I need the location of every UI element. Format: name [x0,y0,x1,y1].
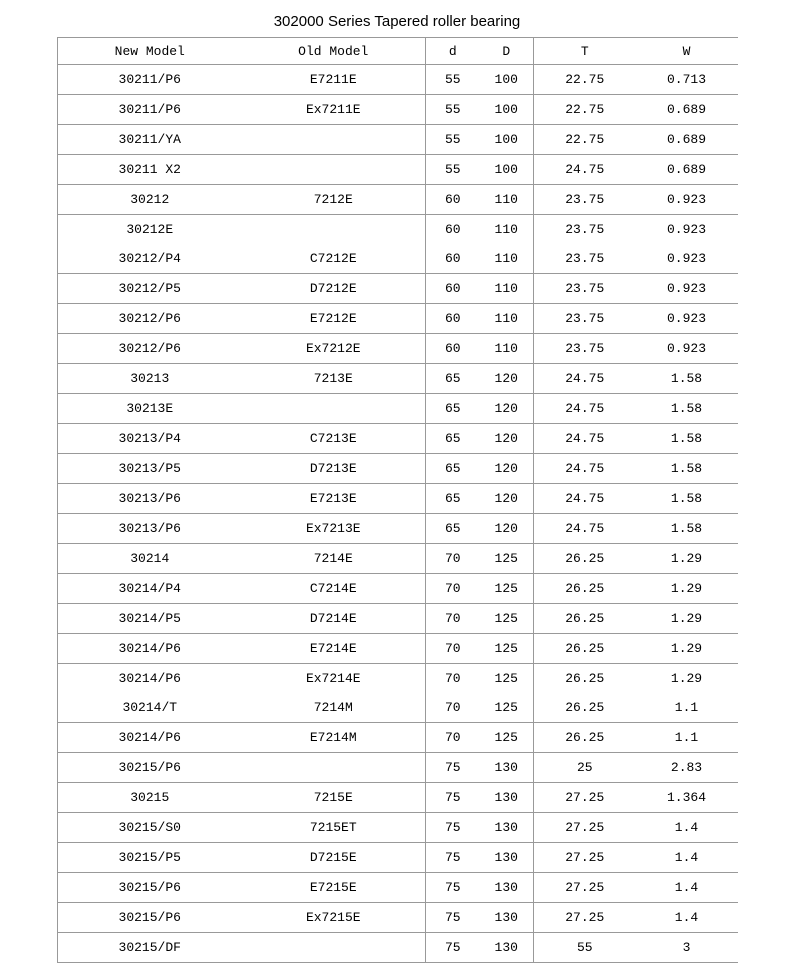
cell-D: 130 [480,933,534,963]
cell-d: 65 [426,484,480,514]
cell-d: 60 [426,334,480,364]
cell-old-model: D7215E [242,843,426,873]
cell-old-model: 7215E [242,783,426,813]
cell-W: 1.58 [636,454,738,484]
cell-T: 22.75 [534,125,636,155]
cell-old-model: C7214E [242,574,426,604]
cell-D: 130 [480,753,534,783]
cell-d: 65 [426,514,480,544]
table-row [58,334,738,364]
cell-D: 130 [480,783,534,813]
cell-W: 3 [636,933,738,963]
cell-d: 70 [426,693,480,723]
cell-d: 70 [426,634,480,664]
cell-T: 23.75 [534,334,636,364]
cell-new-model: 30211 X2 [58,155,242,185]
cell-d: 65 [426,454,480,484]
cell-T: 23.75 [534,215,636,245]
cell-old-model: Ex7213E [242,514,426,544]
cell-d: 60 [426,244,480,274]
cell-T: 22.75 [534,95,636,125]
cell-T: 23.75 [534,304,636,334]
cell-new-model: 30214/P4 [58,574,242,604]
cell-W: 1.4 [636,843,738,873]
cell-D: 125 [480,544,534,574]
cell-D: 110 [480,274,534,304]
cell-D: 120 [480,514,534,544]
cell-d: 65 [426,364,480,394]
cell-T: 26.25 [534,664,636,694]
table-row [58,424,738,454]
table-row [58,95,738,125]
cell-T: 26.25 [534,634,636,664]
cell-W: 0.923 [636,274,738,304]
cell-D: 120 [480,394,534,424]
cell-old-model: E7213E [242,484,426,514]
cell-T: 24.75 [534,155,636,185]
cell-D: 100 [480,125,534,155]
cell-d: 60 [426,274,480,304]
cell-W: 1.4 [636,813,738,843]
cell-D: 120 [480,454,534,484]
cell-W: 2.83 [636,753,738,783]
cell-D: 110 [480,304,534,334]
cell-D: 125 [480,723,534,753]
cell-T: 26.25 [534,723,636,753]
cell-T: 23.75 [534,185,636,215]
cell-W: 1.29 [636,574,738,604]
cell-d: 70 [426,544,480,574]
cell-W: 1.58 [636,424,738,454]
cell-new-model: 30214 [58,544,242,574]
cell-W: 0.923 [636,334,738,364]
cell-T: 26.25 [534,693,636,723]
cell-new-model: 30213/P6 [58,484,242,514]
cell-new-model: 30211/P6 [58,65,242,95]
cell-T: 23.75 [534,244,636,274]
cell-T: 23.75 [534,274,636,304]
column-header-new-model: New Model [58,38,242,65]
cell-T: 26.25 [534,604,636,634]
cell-W: 1.29 [670,671,703,686]
cell-old-model: E7212E [242,304,426,334]
table-row [58,394,738,424]
cell-W: 1.1 [636,723,738,753]
cell-D: 100 [480,65,534,95]
cell-new-model: 30212/P6 [58,334,242,364]
cell-D: 100 [480,95,534,125]
cell-new-model: 30215/P6 [58,753,242,783]
cell-new-model: 30213/P4 [58,424,242,454]
cell-W: 1.58 [636,514,738,544]
cell-old-model: E7214M [242,723,426,753]
cell-W: 0.923 [666,222,706,237]
cell-W: 1.1 [636,693,738,723]
cell-W: 1.4 [636,903,738,933]
cell-d: 75 [426,843,480,873]
cell-d: 70 [426,664,480,694]
cell-new-model: 30215/P5 [58,843,242,873]
column-header-old-model: Old Model [242,38,426,65]
cell-new-model: 30211/P6 [58,95,242,125]
cell-D: 120 [480,424,534,454]
cell-D: 110 [494,222,518,237]
cell-D: 125 [480,693,534,723]
cell-old-model: D7214E [242,604,426,634]
cell-T: 24.75 [534,424,636,454]
cell-d: 65 [426,394,480,424]
cell-W: 0.923 [636,304,738,334]
cell-d: 60 [426,304,480,334]
bearing-table [57,37,738,963]
cell-old-model: D7213E [242,454,426,484]
cell-new-model: 30213 [58,364,242,394]
cell-D: 100 [480,155,534,185]
cell-d: 60 [426,185,480,215]
cell-old-model: E7211E [242,65,426,95]
cell-new-model: 30214/P6 [58,723,242,753]
cell-W: 1.29 [636,544,738,574]
cell-new-model: 30213/P5 [58,454,242,484]
cell-new-model: 30214/T [58,693,242,723]
cell-T: 55 [534,933,636,963]
table-row [58,514,738,544]
cell-W: 1.58 [636,484,738,514]
cell-W: 0.689 [636,155,738,185]
cell-d: 60 [426,215,480,245]
table-row [58,723,738,753]
cell-D: 130 [480,903,534,933]
cell-T: 27.25 [534,873,636,903]
cell-D: 125 [494,671,518,686]
cell-old-model: 7215ET [242,813,426,843]
cell-T: 25 [534,753,636,783]
cell-new-model: 30212/P6 [58,304,242,334]
cell-d: 70 [426,574,480,604]
cell-D: 130 [480,873,534,903]
table-row [58,155,738,185]
table-row [58,933,738,963]
table-row [58,364,738,394]
cell-d: 55 [426,95,480,125]
cell-D: 110 [480,334,534,364]
table-row [58,634,738,664]
cell-d: 75 [426,933,480,963]
table-row [58,664,738,694]
cell-d: 70 [426,604,480,634]
table-row [58,873,738,903]
cell-W: 1.58 [636,394,738,424]
cell-old-model: E7214E [242,634,426,664]
cell-new-model: 30212/P5 [58,274,242,304]
table-row [58,65,738,95]
column-header-W: W [636,38,738,65]
table-row [58,244,738,274]
cell-old-model [242,215,426,245]
table-row [58,125,738,155]
cell-d: 65 [426,424,480,454]
cell-new-model: 30211/YA [58,125,242,155]
cell-T: 26.25 [534,574,636,604]
cell-old-model [242,125,426,155]
cell-d: 75 [426,753,480,783]
table-row [58,484,738,514]
cell-T: 22.75 [534,65,636,95]
cell-old-model: C7213E [242,424,426,454]
table-row [58,544,738,574]
cell-old-model: Ex7211E [242,95,426,125]
cell-D: 130 [480,813,534,843]
cell-T: 24.75 [534,454,636,484]
column-header-d: d [426,38,480,65]
table-row [58,604,738,634]
cell-W: 0.713 [636,65,738,95]
cell-new-model: 30213E [58,394,242,424]
page-title: 302000 Series Tapered roller bearing [273,13,521,30]
table-row [58,215,738,245]
cell-D: 110 [480,185,534,215]
cell-d: 55 [426,125,480,155]
table-row [58,783,738,813]
cell-W: 0.923 [636,244,738,274]
cell-new-model: 30214/P6 [58,634,242,664]
cell-D: 110 [480,244,534,274]
cell-new-model: 30215/P6 [58,903,242,933]
cell-new-model: 30215/P6 [58,873,242,903]
table-row [58,693,738,723]
cell-W: 1.29 [636,604,738,634]
cell-D: 130 [480,843,534,873]
cell-W: 1.29 [636,634,738,664]
cell-old-model: 7212E [242,185,426,215]
cell-D: 120 [480,484,534,514]
cell-old-model [242,155,426,185]
cell-W: 0.923 [636,185,738,215]
cell-old-model: D7212E [242,274,426,304]
cell-D: 125 [480,604,534,634]
cell-W: 1.58 [636,364,738,394]
cell-d: 75 [426,873,480,903]
table-row [58,843,738,873]
cell-old-model: E7215E [242,873,426,903]
column-header-T: T [534,38,636,65]
table-row [58,813,738,843]
cell-old-model: 7214E [242,544,426,574]
cell-new-model: 30213/P6 [58,514,242,544]
cell-T: 27.25 [534,903,636,933]
cell-W: 1.4 [636,873,738,903]
cell-old-model: 7213E [242,364,426,394]
table-row [58,753,738,783]
table-row [58,274,738,304]
cell-old-model: C7212E [242,244,426,274]
cell-D: 125 [480,634,534,664]
cell-new-model: 30212/P4 [58,244,242,274]
cell-old-model [242,933,426,963]
cell-old-model: Ex7212E [242,334,426,364]
cell-d: 70 [426,723,480,753]
cell-new-model: 30215 [58,783,242,813]
cell-W: 1.364 [636,783,738,813]
cell-D: 120 [480,364,534,394]
cell-W: 0.689 [636,95,738,125]
cell-d: 75 [426,783,480,813]
cell-T: 26.25 [534,544,636,574]
cell-W: 0.689 [636,125,738,155]
table-header-row [58,38,738,65]
cell-d: 55 [426,65,480,95]
cell-T: 24.75 [534,484,636,514]
cell-d: 55 [426,155,480,185]
cell-T: 27.25 [534,843,636,873]
table-row [58,574,738,604]
table-row [58,454,738,484]
table-row [58,185,738,215]
cell-T: 24.75 [534,364,636,394]
cell-new-model: 30215/S0 [58,813,242,843]
table-body [58,65,738,963]
cell-old-model [242,394,426,424]
cell-d: 75 [426,813,480,843]
cell-D: 125 [480,574,534,604]
cell-d: 75 [426,903,480,933]
cell-new-model: 30215/DF [58,933,242,963]
table-row [58,903,738,933]
cell-old-model [242,753,426,783]
column-header-D: D [480,38,534,65]
cell-old-model: Ex7215E [242,903,426,933]
cell-new-model: 30212E [58,215,242,245]
cell-new-model: 30214/P6 [58,664,242,694]
cell-new-model: 30214/P5 [58,604,242,634]
cell-T: 24.75 [534,514,636,544]
cell-T: 24.75 [534,394,636,424]
cell-T: 27.25 [534,813,636,843]
table-row [58,304,738,334]
cell-old-model: 7214M [242,693,426,723]
cell-T: 27.25 [534,783,636,813]
cell-new-model: 30212 [58,185,242,215]
cell-old-model: Ex7214E [305,671,361,686]
